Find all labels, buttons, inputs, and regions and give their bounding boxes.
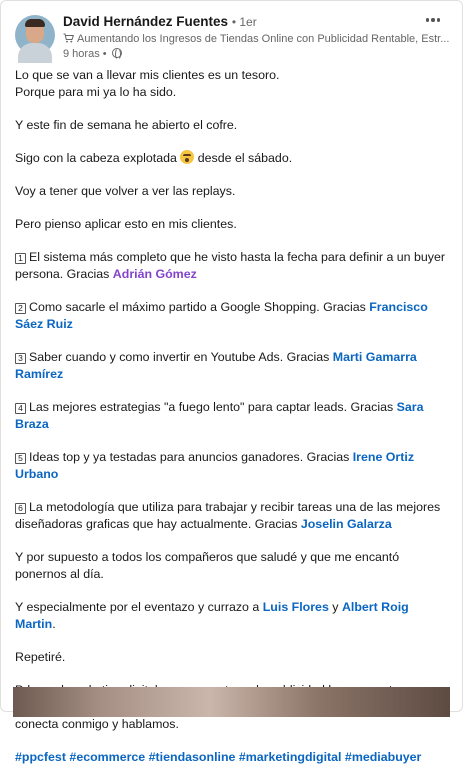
number-badge: 1	[15, 253, 26, 264]
mention-link[interactable]: Sara Braza	[15, 400, 424, 431]
post-paragraph: Repetiré.	[15, 650, 66, 664]
number-badge: 4	[15, 403, 26, 414]
number-badge: 2	[15, 303, 26, 314]
author-avatar[interactable]	[15, 15, 55, 55]
hashtag-link[interactable]: #tiendasonline	[148, 750, 236, 764]
list-item: 1 El sistema más completo que he visto hasta la fecha para definir a un buyer persona. Gracias Adrián Gómez	[15, 250, 445, 281]
hashtag-link[interactable]: #ecommerce	[69, 750, 146, 764]
list-item: 3 Saber cuando y como invertir en Youtube Ads. Gracias Marti Gamarra Ramírez	[15, 350, 417, 381]
mention-link[interactable]: Francisco Sáez Ruiz	[15, 300, 428, 331]
post-text	[15, 67, 452, 766]
number-badge: 3	[15, 353, 26, 364]
connection-degree: • 1er	[231, 15, 257, 29]
post-paragraph: Y especialmente por el eventazo y currazo a Luis Flores y Albert Roig Martin.	[15, 600, 409, 631]
mention-link[interactable]: Adrián Gómez	[112, 267, 197, 281]
author-name[interactable]: David Hernández Fuentes	[63, 14, 229, 29]
mention-link[interactable]: Joselin Galarza	[300, 517, 392, 531]
mention-link[interactable]: Irene Ortiz Urbano	[15, 450, 415, 481]
list-item: 4 Las mejores estrategias "a fuego lento" para captar leads. Gracias Sara Braza	[15, 400, 424, 431]
mention-link[interactable]: Marti Gamarra Ramírez	[15, 350, 417, 381]
hashtags	[15, 749, 452, 766]
author-meta	[63, 13, 450, 61]
hashtag-link[interactable]: #mediabuyer	[344, 750, 422, 764]
author-headline	[63, 32, 450, 46]
mention-link[interactable]: Luis Flores	[262, 600, 329, 614]
hashtag-link[interactable]: #marketingdigital	[238, 750, 342, 764]
post-paragraph: Y este fin de semana he abierto el cofre.	[15, 118, 238, 132]
post-paragraph: Pero pienso aplicar esto en mis clientes.	[15, 217, 237, 231]
post-paragraph: conecta conmigo y hablamos.	[15, 717, 179, 731]
post-time: 9 horas •	[63, 48, 107, 60]
post-media-image[interactable]	[13, 687, 450, 717]
post-paragraph: Y por supuesto a todos los compañeros que saludé y que me encantó ponernos al día.	[15, 550, 400, 581]
mention-link[interactable]: Albert Roig Martin	[15, 600, 409, 631]
author-headline-text: Aumentando los Ingresos de Tiendas Online con Publicidad Rentable, Estr...	[77, 33, 450, 45]
hashtag-link[interactable]: #ppcfest	[15, 750, 66, 764]
list-item: 5 Ideas top y ya testadas para anuncios ganadores. Gracias Irene Ortiz Urbano	[15, 450, 415, 481]
list-item: 6 La metodología que utiliza para trabajar y recibir tareas una de las mejores diseñadoras graficas que hay actualmente. Gracias Joselin Galarza	[15, 500, 441, 531]
number-badge: 5	[15, 453, 26, 464]
more-options-button[interactable]	[422, 13, 444, 27]
more-horizontal-icon	[426, 18, 430, 22]
post-header	[15, 13, 448, 59]
list-item: 2 Como sacarle el máximo partido a Google Shopping. Gracias Francisco Sáez Ruiz	[15, 300, 428, 331]
post-paragraph: Sigo con la cabeza explotada desde el sábado.	[15, 151, 293, 165]
post-paragraph: Voy a tener que volver a ver las replays.	[15, 184, 236, 198]
shopping-cart-icon	[63, 33, 74, 43]
number-badge: 6	[15, 503, 26, 514]
exploding-head-emoji-icon	[180, 150, 194, 164]
post-paragraph: Lo que se van a llevar mis clientes es un tesoro. Porque para mi ya lo ha sido.	[15, 68, 280, 99]
globe-icon	[112, 48, 122, 58]
